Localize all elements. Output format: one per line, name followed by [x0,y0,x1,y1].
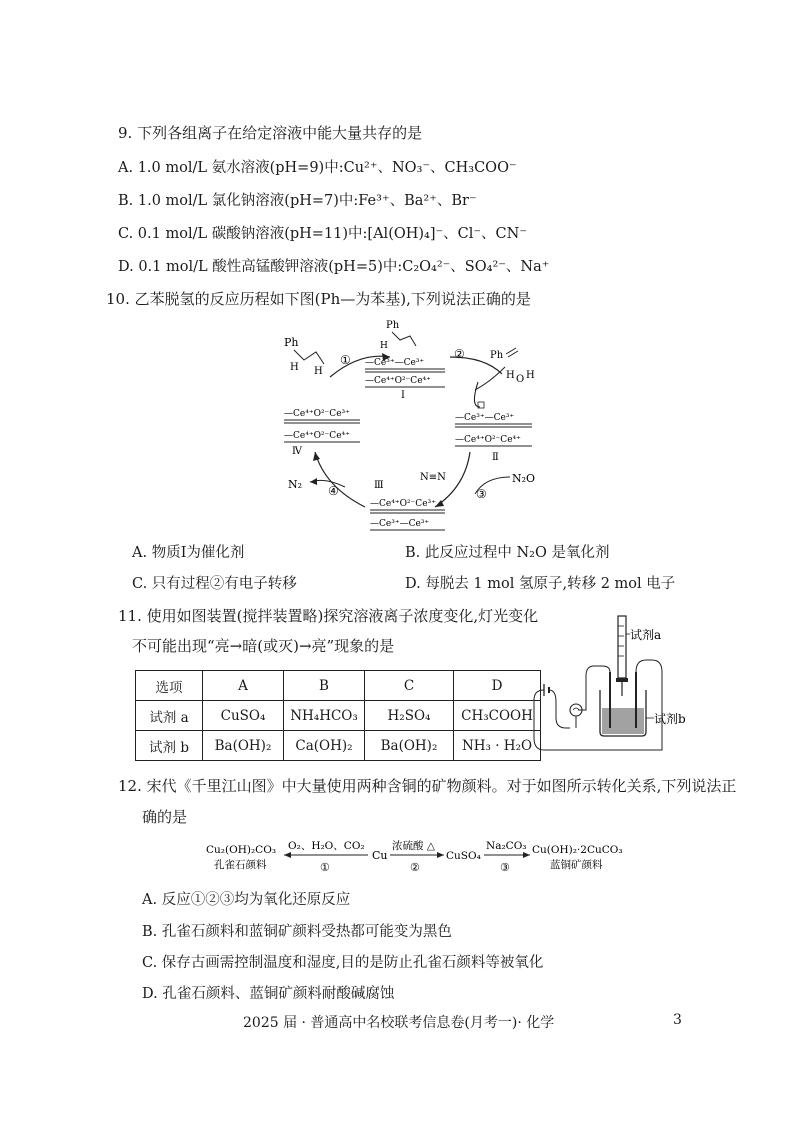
table-cell: H₂SO₄ [365,701,454,731]
q11-stem-line2: 不可能出现“亮→暗(或灭)→亮”现象的是 [132,637,395,655]
step4-marker: ④ [328,484,339,498]
q9-option-b: B. 1.0 mol/L 氯化钠溶液(pH=7)中:Fe³⁺、Ba²⁺、Br⁻ [118,193,477,209]
conductivity-apparatus [530,610,700,760]
q10-stem: 10. 乙苯脱氢的反应历程如下图(Ph—为苯基),下列说法正确的是 [106,290,531,308]
step2-marker: ② [454,347,465,361]
table-cell: Ba(OH)₂ [203,731,284,761]
beaker-solution [602,708,644,734]
q9-option-c: C. 0.1 mol/L 碳酸钠溶液(pH=11)中:[Al(OH)₄]⁻、Cl⁻、CN⁻ [118,226,527,242]
cuso4-label: CuSO₄ [446,850,481,862]
h-label-1: H [290,362,299,373]
table-cell: 试剂 b [136,731,203,761]
q12-option-c: C. 保存古画需控制温度和湿度,目的是防止孔雀石颜料等被氧化 [142,955,544,971]
ce-row-III-top: —Ce⁴⁺O²⁻Ce³⁺ [370,499,436,509]
ce-row-I-bottom: —Ce⁴⁺O²⁻Ce⁴⁺ [365,376,431,386]
table-cell: CuSO₄ [203,701,284,731]
reagent-b-label: 试剂b [654,712,686,726]
table-header-cell: D [454,671,541,701]
ph-label-I: Ph [386,320,400,331]
n2o-label: N₂O [512,472,536,485]
q10-option-d: D. 每脱去 1 mol 氢原子,转移 2 mol 电子 [405,576,676,592]
cycle-arrow-4 [315,452,365,507]
ce-row-IV-top: —Ce⁴⁺O²⁻Ce³⁺ [284,409,350,419]
reaction-cycle-diagram [270,312,570,534]
ce-row-II-top: —Ce³⁺—Ce³⁺ [455,413,515,423]
q12-option-b: B. 孔雀石颜料和蓝铜矿颜料受热都可能变为黑色 [142,924,452,940]
stopcock [616,678,628,682]
water-h2: H [526,370,535,381]
h-label-I: H [380,341,388,351]
q10-option-c: C. 只有过程②有电子转移 [132,576,297,592]
ph-label: Ph [284,336,299,349]
step3-circle: ③ [500,861,510,874]
footer-title: 2025 届 · 普通高中名校联考信息卷(月考一)· 化学 [243,1015,555,1031]
malachite-formula: Cu₂(OH)₂CO₃ [206,844,277,856]
reagent-a-label: 试剂a [630,628,662,642]
table-row [136,701,541,731]
q11-stem-line1: 11. 使用如图装置(搅拌装置略)探究溶液离子浓度变化,灯光变化 [118,607,539,625]
label-II: Ⅱ [492,452,499,463]
cycle-arrow-2b [474,382,480,407]
ce-row-II-bottom: —Ce⁴⁺O²⁻Ce⁴⁺ [455,435,521,445]
water-h1: H [506,370,515,381]
label-I: Ⅰ [401,390,405,401]
step2-circle: ② [410,861,420,874]
cu-label: Cu [372,849,388,862]
q10-option-a: A. 物质Ⅰ为催化剂 [132,545,245,561]
table-cell: NH₃ · H₂O [454,731,541,761]
label-III: Ⅲ [374,480,384,491]
q9-stem: 9. 下列各组离子在给定溶液中能大量共存的是 [118,124,423,142]
ce-row-IV-bottom: —Ce⁴⁺O²⁻Ce⁴⁺ [284,431,350,441]
nn-label: N≡N [420,472,446,483]
malachite-name: 孔雀石颜料 [214,859,267,871]
q12-option-a: A. 反应①②③均为氧化还原反应 [142,892,351,908]
q9-option-d: D. 0.1 mol/L 酸性高锰酸钾溶液(pH=5)中:C₂O₄²⁻、SO₄²⁻、Na⁺ [118,259,550,275]
water-o: O [516,374,525,385]
azurite-formula: Cu(OH)₂·2CuCO₃ [532,844,623,856]
q12-stem-line1: 12. 宋代《千里江山图》中大量使用两种含铜的矿物颜料。对于如图所示转化关系,下列说法正 [118,777,737,795]
table-cell: NH₄HCO₃ [284,701,365,731]
table-header-cell: B [284,671,365,701]
step1-marker: ① [340,353,351,367]
q9-option-a: A. 1.0 mol/L 氨水溶液(pH=9)中:Cu²⁺、NO₃⁻、CH₃COO⁻ [118,160,517,176]
q12-option-d: D. 孔雀石颜料、蓝铜矿颜料耐酸碱腐蚀 [142,986,395,1002]
burette [618,616,626,678]
table-row [136,671,541,701]
reagents-1: O₂、H₂O、CO₂ [288,840,365,852]
label-IV: Ⅳ [292,446,302,457]
transformation-scheme [200,835,640,879]
q10-option-b: B. 此反应过程中 N₂O 是氧化剂 [405,545,610,561]
n2-label: N₂ [288,478,303,491]
ph-product: Ph [490,350,504,361]
table-cell: CH₃COOH [454,701,541,731]
table-header-cell: C [365,671,454,701]
q12-stem-line2: 确的是 [142,808,188,826]
ce-row-I-top: —Ce³⁺—Ce³⁺ [365,358,425,368]
step3-marker: ③ [476,487,487,501]
table-cell: Ca(OH)₂ [284,731,365,761]
step1-circle: ① [320,861,330,874]
reagent-table [135,670,541,761]
page-number: 3 [673,1012,682,1028]
table-cell: 试剂 a [136,701,203,731]
table-cell: Ba(OH)₂ [365,731,454,761]
reagents-2: 浓硫酸 △ [392,840,435,852]
table-row [136,731,541,761]
azurite-name: 蓝铜矿颜料 [550,859,603,871]
table-header-cell: A [203,671,284,701]
reagents-3: Na₂CO₃ [486,840,527,852]
h-label-2: H [314,366,323,377]
ce-row-III-bottom: —Ce³⁺—Ce³⁺ [370,519,430,529]
table-header-cell: 选项 [136,671,203,701]
